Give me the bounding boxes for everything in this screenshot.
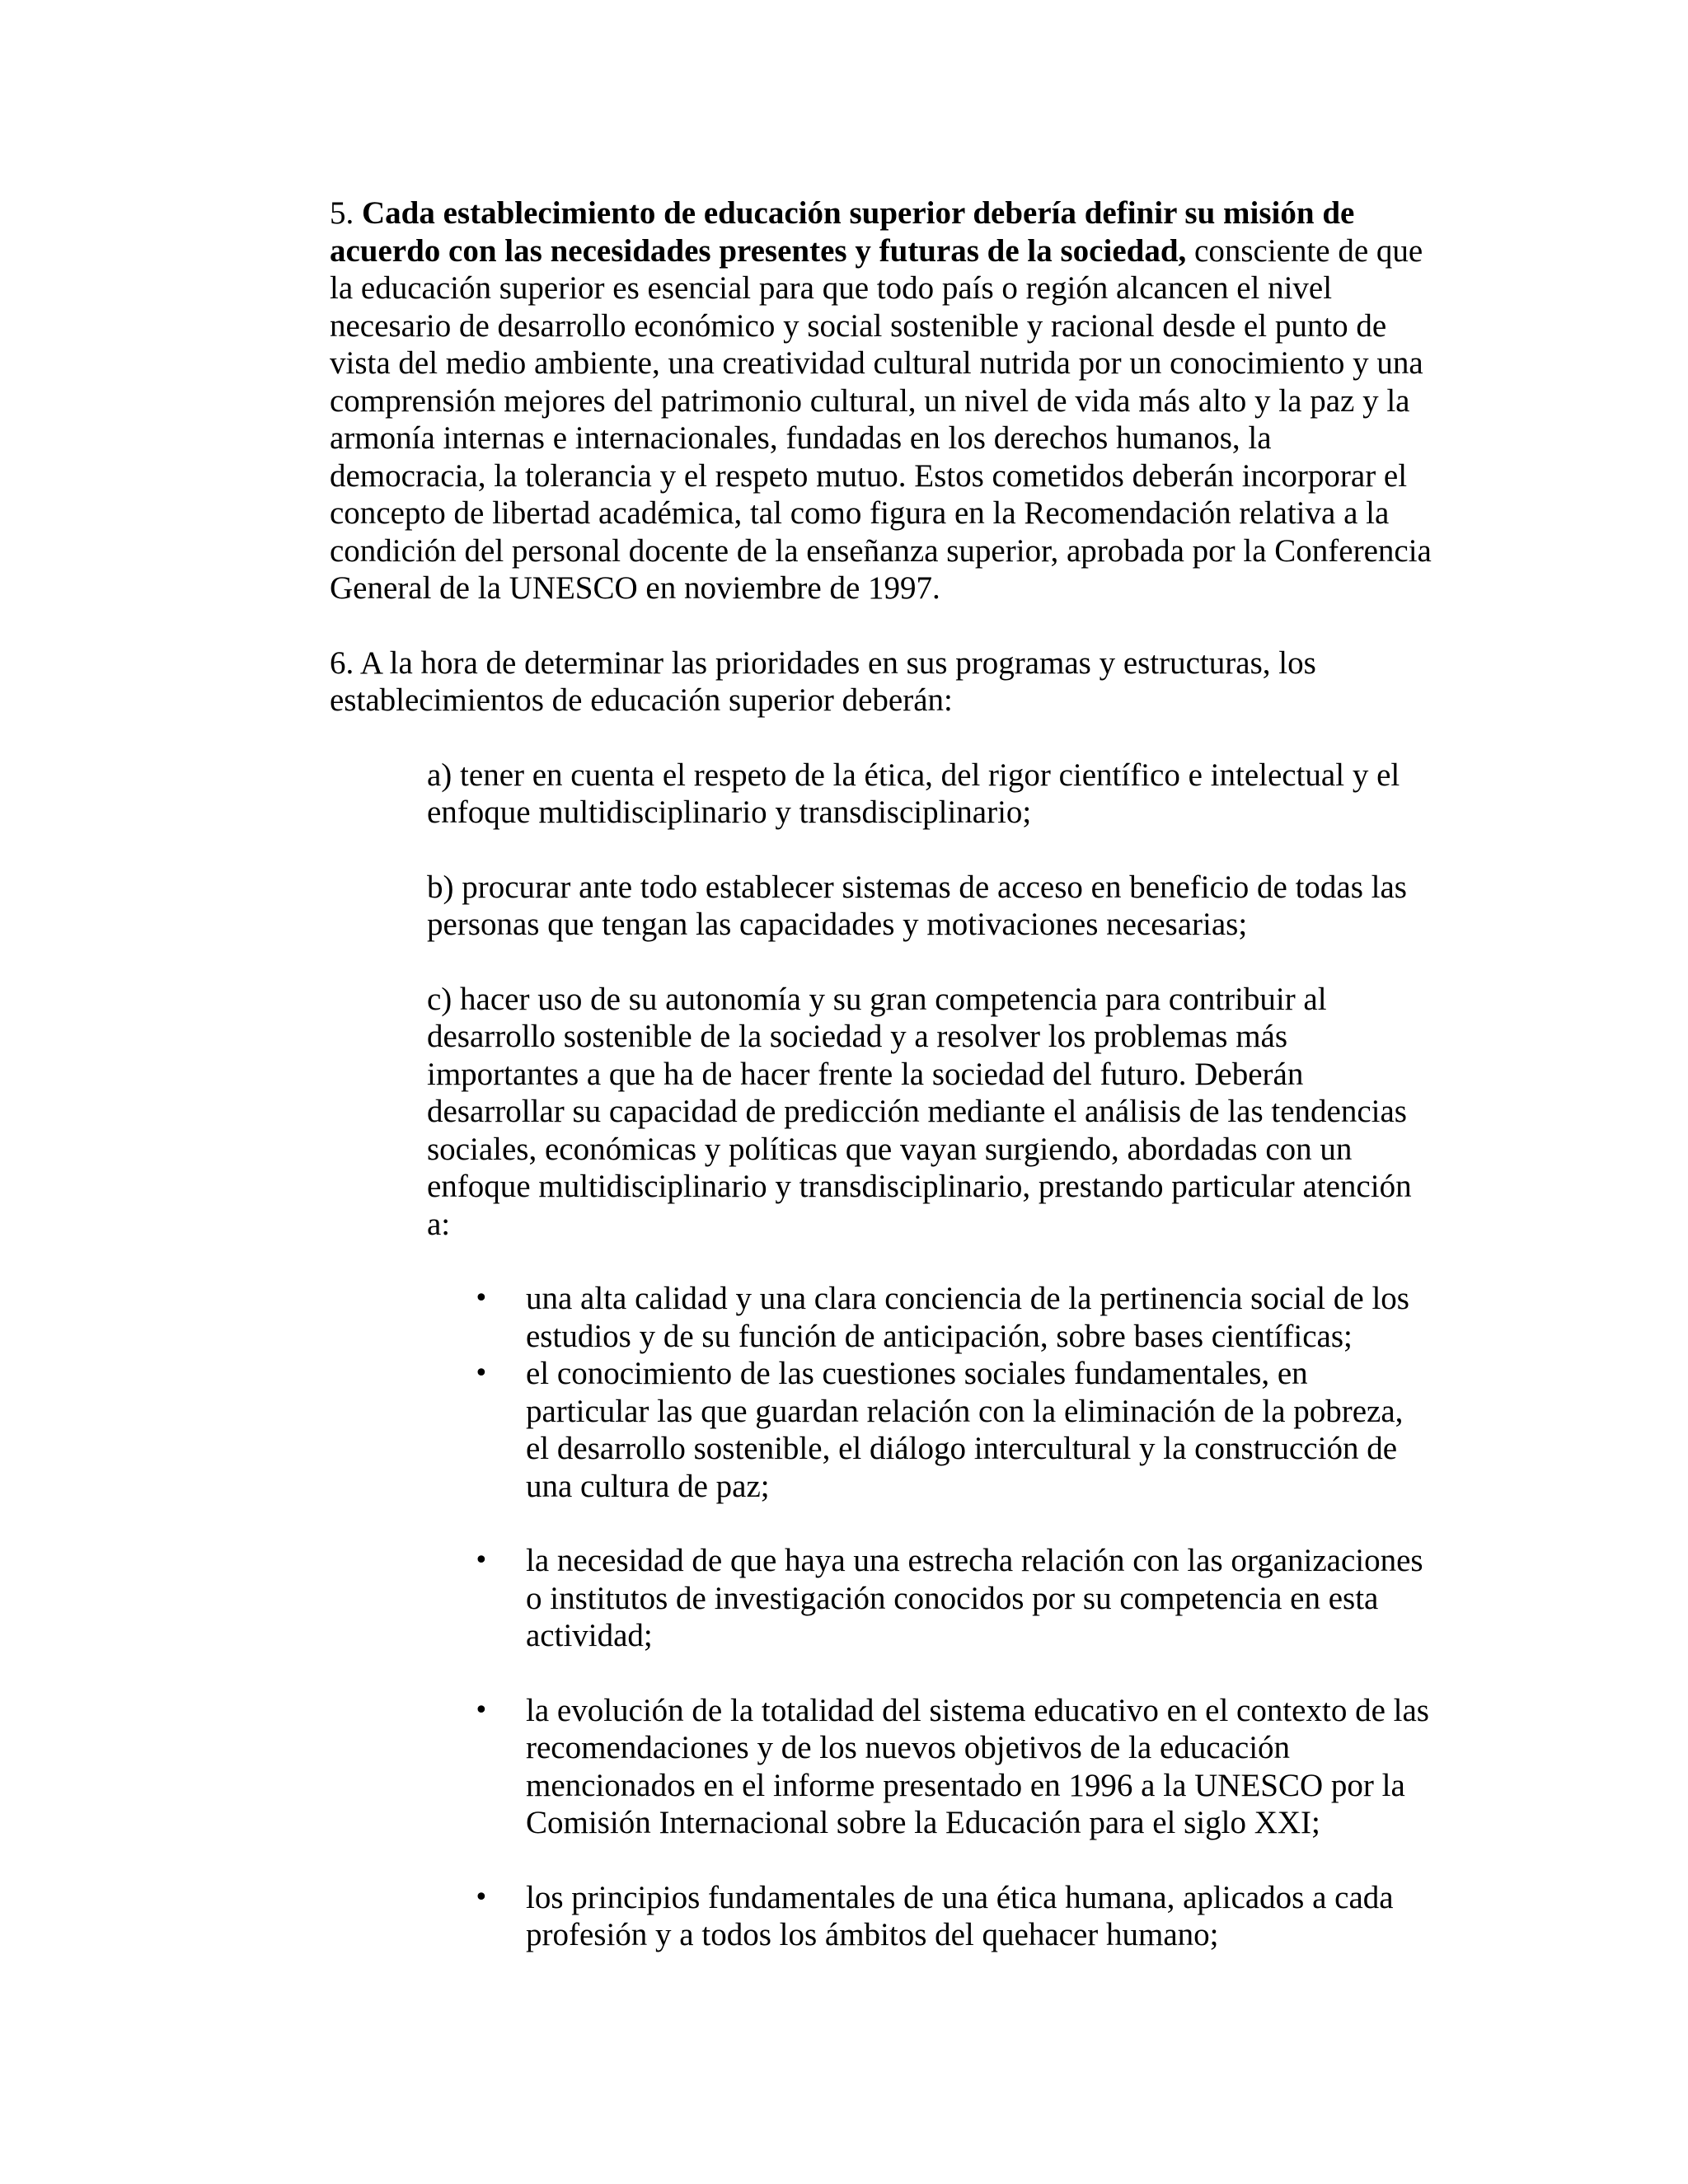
bullet-icon: • (474, 1546, 489, 1575)
paragraph-5-number: 5. (330, 195, 354, 231)
bullet-text: el conocimiento de las cuestiones sociales fundamentales, en particular las que guardan relación con la eliminación de la pobreza, el desarrollo sostenible, el diálogo intercultural y la construcción de una cultura de paz; (526, 1356, 1404, 1504)
item-c: c) hacer uso de su autonomía y su gran competencia para contribuir al desarrollo sostenible de la sociedad y a resolver los problemas más importantes a que ha de hacer frente la sociedad del futuro. Deberán desarrollar su capacidad de predicción mediante el análisis de las tendencias sociales, económicas y políticas que vayan surgiendo, abordadas con un enfoque multidisciplinario y transdisciplinario, prestando particular atención a: (427, 981, 1412, 1242)
paragraph-5-body: consciente de que la educación superior es esencial para que todo país o región alcancen el nivel necesario de desarrollo económico y social sostenible y racional desde el punto de vista del medio ambiente, una creatividad cultural nutrida por un conocimiento y una comprensión mejores del patrimonio cultural, un nivel de vida más alto y la paz y la armonía internas e internacionales, fundadas en los derechos humanos, la democracia, la tolerancia y el respeto mutuo. Estos cometidos deberán incorporar el concepto de libertad académica, tal como figura en la Recomendación relativa a la condición del personal docente de la enseñanza superior, aprobada por la Conferencia General de la UNESCO en noviembre de 1997. (330, 232, 1432, 606)
bullet-text: la evolución de la totalidad del sistema educativo en el contexto de las recomendaciones y de los nuevos objetivos de la educación mencionados en el informe presentado en 1996 a la UNESCO por la Comisión Internacional sobre la Educación para el siglo XXI; (526, 1692, 1429, 1840)
bullet-text: los principios fundamentales de una ética humana, aplicados a cada profesión y a todos los ámbitos del quehacer humano; (526, 1879, 1394, 1952)
bullet-list (330, 1280, 1434, 1954)
document-page (330, 194, 1434, 1954)
bullet-item (330, 1280, 1432, 1355)
bullet-text: una alta calidad y una clara conciencia de la pertinencia social de los estudios y de su función de anticipación, sobre bases científicas; (526, 1281, 1409, 1354)
paragraph-5 (330, 194, 1434, 607)
bullet-icon: • (474, 1882, 489, 1912)
bullet-item (330, 1879, 1432, 1954)
bullet-item (330, 1355, 1432, 1505)
bullet-icon: • (474, 1695, 489, 1725)
paragraph-5-bold-lead: Cada establecimiento de educación superior debería definir su misión de acuerdo con las necesidades presentes y futuras de la sociedad, (330, 195, 1355, 269)
bullet-item (330, 1692, 1432, 1842)
bullet-item (330, 1542, 1432, 1655)
bullet-text: la necesidad de que haya una estrecha relación con las organizaciones o institutos de investigación conocidos por su competencia en esta actividad; (526, 1543, 1423, 1653)
paragraph-6: 6. A la hora de determinar las prioridades en sus programas y estructuras, los establecimientos de educación superior deberán: (330, 644, 1316, 718)
item-a: a) tener en cuenta el respeto de la ética, del rigor científico e intelectual y el enfoque multidisciplinario y transdisciplinario; (427, 757, 1400, 830)
bullet-icon: • (474, 1284, 489, 1313)
item-b: b) procurar ante todo establecer sistemas de acceso en beneficio de todas las personas que tengan las capacidades y motivaciones necesarias; (427, 869, 1407, 942)
bullet-icon: • (474, 1359, 489, 1388)
